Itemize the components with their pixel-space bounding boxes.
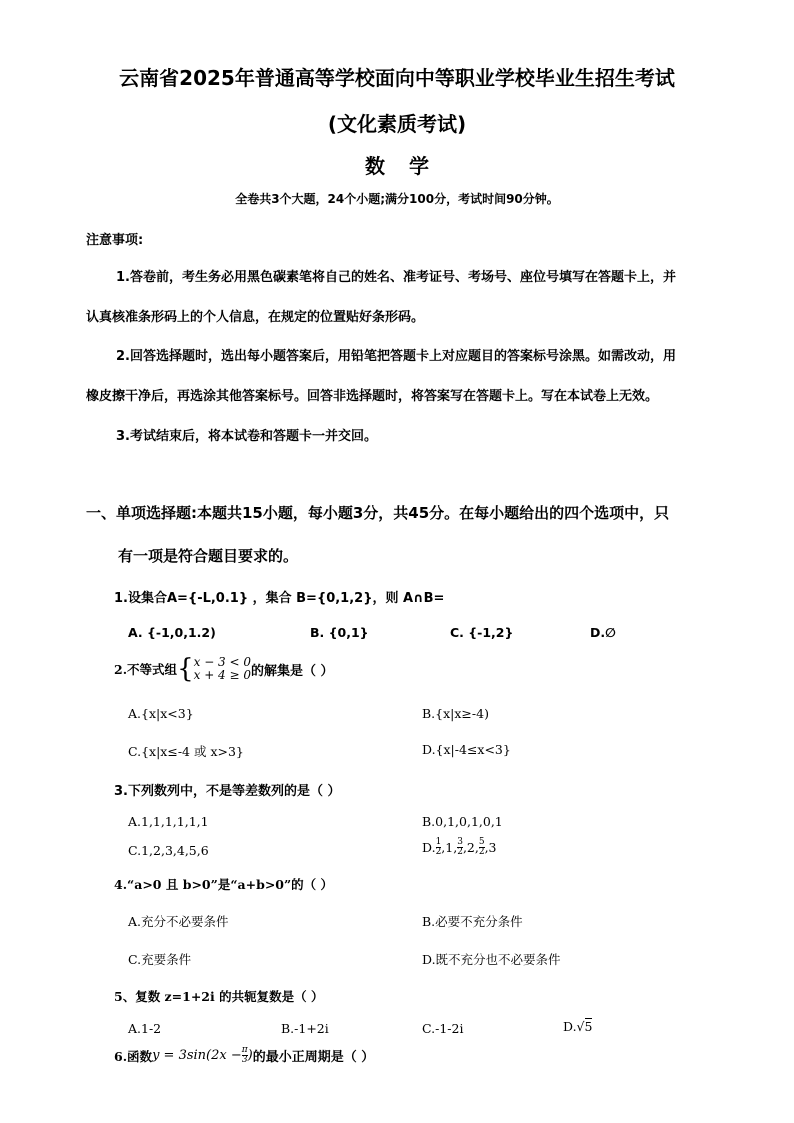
note-2-line1: 2.回答选择题时，选出每小题答案后，用铅笔把答题卡上对应题目的答案标号涂黑。如需改动，用	[116, 349, 676, 364]
q1-option-a: A. {-1,0,1.2)	[128, 625, 216, 640]
fraction-denominator: 2	[478, 847, 485, 857]
q1-option-b: B. {0,1}	[310, 625, 369, 640]
section1-heading-line2: 有一项是符合题目要求的。	[118, 547, 299, 565]
exam-summary: 全卷共3个大题，24个小题;满分100分，考试时间90分钟。	[235, 192, 559, 206]
q4-option-b: B.必要不充分条件	[422, 914, 523, 929]
note-2-line2: 橡皮擦干净后，再选涂其他答案标号。回答非选择题时，将答案写在答题卡上。写在本试卷上无效。	[86, 389, 659, 404]
fraction-numerator: 1	[435, 837, 442, 847]
q6-stem-post: 的最小正周期是（ ）	[252, 1050, 375, 1065]
q2-option-c: C.{x|x≤-4 或 x>3}	[128, 744, 244, 759]
q3-stem: 3.下列数列中，不是等差数列的是（ ）	[114, 784, 341, 799]
subject-title: 数学	[365, 154, 453, 178]
q3-d-prefix: D.	[422, 840, 436, 855]
q5-option-c: C.-1-2i	[422, 1021, 464, 1036]
q1-option-c: C. {-1,2}	[450, 625, 514, 640]
fraction-numerator: π	[241, 1045, 248, 1055]
q2-inequality-2: x + 4 ≥ 0	[193, 668, 252, 682]
q6-function-close: )	[247, 1048, 253, 1063]
q6-stem-pre: 6.函数	[114, 1048, 153, 1064]
q5-option-d	[563, 1019, 592, 1034]
q5-stem: 5、复数 z=1+2i 的共轭复数是（ ）	[114, 989, 324, 1004]
q2-stem-pre: 2.不等式组	[114, 662, 178, 677]
fraction-numerator: 5	[478, 837, 485, 847]
q2-option-a: A.{x|x<3}	[128, 706, 194, 721]
q6-stem	[114, 1046, 374, 1065]
q2-option-d: D.{x|-4≤x<3}	[422, 742, 511, 757]
brace-symbol: {	[177, 654, 194, 684]
q2-inequality-1: x − 3 < 0	[193, 655, 252, 669]
q4-stem: 4.“a>0 且 b>0”是“a+b>0”的（ ）	[114, 877, 334, 892]
note-1-line2: 认真核准条形码上的个人信息，在规定的位置贴好条形码。	[86, 310, 425, 325]
q3-option-a: A.1,1,1,1,1,1	[128, 814, 209, 829]
q3-d-sep2: ,2,	[462, 840, 479, 855]
q3-d-sep3: ,3	[484, 840, 497, 855]
q3-d-sep1: ,1,	[441, 840, 458, 855]
q6-function: y = 3sin(2x −	[152, 1048, 242, 1063]
q5-option-b: B.-1+2i	[281, 1021, 329, 1036]
q2-option-b: B.{x|x≥-4)	[422, 706, 489, 721]
exam-subtitle: (文化素质考试)	[327, 112, 467, 136]
q1-stem: 1.设集合A={-L,0.1} ，集合 B={0,1,2}，则 A∩B=	[114, 591, 445, 606]
fraction-denominator: 3	[241, 1055, 248, 1065]
note-1-line1: 1.答卷前，考生务必用黑色碳素笔将自己的姓名、准考证号、考场号、座位号填写在答题卡上，并	[116, 270, 676, 285]
q2-stem-post: 的解集是（ ）	[251, 663, 334, 679]
note-3: 3.考试结束后，将本试卷和答题卡一并交回。	[116, 429, 377, 444]
q2-inequality-system	[194, 656, 251, 682]
q4-option-a: A.充分不必要条件	[128, 914, 229, 929]
q2-stem	[114, 654, 334, 684]
fraction-denominator: 2	[457, 847, 463, 857]
q3-option-d	[422, 838, 497, 857]
q4-option-c: C.充要条件	[128, 952, 192, 967]
fraction-denominator: 2	[435, 847, 442, 857]
q4-option-d: D.既不充分也不必要条件	[422, 952, 561, 967]
q5-d-radicand: 5	[584, 1019, 593, 1034]
section1-heading-line1: 一、单项选择题:本题共15小题，每小题3分，共45分。在每小题给出的四个选项中，只	[86, 504, 670, 522]
q3-option-b: B.0,1,0,1,0,1	[422, 814, 503, 829]
q1-option-d: D.∅	[590, 625, 616, 640]
q3-option-c: C.1,2,3,4,5,6	[128, 843, 209, 858]
q5-option-a: A.1-2	[128, 1021, 162, 1036]
fraction-numerator: 3	[457, 837, 463, 847]
notes-heading: 注意事项:	[86, 233, 144, 248]
sqrt-symbol: D.√	[563, 1019, 585, 1034]
exam-title: 云南省2025年普通高等学校面向中等职业学校毕业生招生考试	[119, 66, 675, 90]
